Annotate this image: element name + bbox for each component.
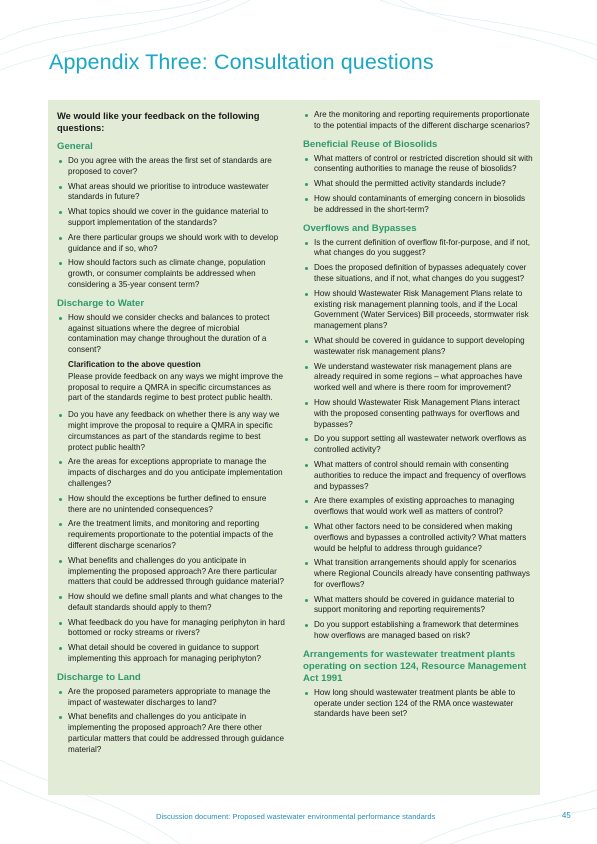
question-item: What benefits and challenges do you anticipate in implementing the proposed approach? Are there particular matters that could be addressed through guidance material? <box>57 556 287 588</box>
question-item: Do you agree with the areas the first set of standards are proposed to cover? <box>57 156 287 178</box>
question-item: Are the monitoring and reporting requirements proportionate to the potential impacts of the different discharge scenarios? <box>303 110 533 132</box>
question-item: What detail should be covered in guidance to support implementing this approach for managing periphyton? <box>57 643 287 665</box>
page-number: 45 <box>562 811 571 820</box>
question-item: Does the proposed definition of bypasses adequately cover these situations, and if not, what changes do you suggest? <box>303 263 533 285</box>
discharge-land-question-list <box>57 687 287 756</box>
section-heading-biosolids: Beneficial Reuse of Biosolids <box>303 138 438 150</box>
question-item: What should the permitted activity standards include? <box>303 179 533 190</box>
clarification-text: Please provide feedback on any ways we might improve the proposal to require a QMRA in specific circumstances as part of the standards regime to best protect public health. <box>68 371 284 403</box>
question-item: Are the treatment limits, and monitoring and reporting requirements proportionate to the potential impacts of the different discharge scenarios? <box>57 519 287 551</box>
question-item: What benefits and challenges do you anticipate in implementing the proposed approach? Are there other particular matters that could be addressed through guidance material? <box>57 712 287 755</box>
biosolids-question-list <box>303 154 533 216</box>
footer-document-title: Discussion document: Proposed wastewater environmental performance standards <box>156 812 436 821</box>
section-heading-general: General <box>57 141 93 152</box>
question-item: Do you support setting all wastewater network overflows as controlled activity? <box>303 434 533 456</box>
intro-text: We would like your feedback on the following questions: <box>57 110 260 133</box>
discharge-water-question-list <box>57 313 287 356</box>
question-item: How should contaminants of emerging concern in biosolids be addressed in the short-term? <box>303 194 533 216</box>
question-item: How should the exceptions be further defined to ensure there are no unintended consequences? <box>57 494 287 516</box>
monitoring-question-list <box>303 110 533 132</box>
question-item: Are the proposed parameters appropriate to manage the impact of wastewater discharges to land? <box>57 687 287 709</box>
question-item: Is the current definition of overflow fit-for-purpose, and if not, what changes do you suggest? <box>303 238 533 260</box>
question-item: How should Wastewater Risk Management Plans interact with the proposed consenting pathways for overflows and bypasses? <box>303 398 533 430</box>
question-item: How long should wastewater treatment plants be able to operate under section 124 of the RMA once wastewater standards have been set? <box>303 688 533 720</box>
question-item: What should be covered in guidance to support developing wastewater risk management plans? <box>303 336 533 358</box>
arrangements-question-list <box>303 688 533 720</box>
question-item: What matters of control or restricted discretion should sit with consenting authorities to manage the reuse of biosolids? <box>303 154 533 176</box>
question-item: Are there examples of existing approaches to managing overflows that would work well as matters of control? <box>303 496 533 518</box>
question-item: How should Wastewater Risk Management Plans relate to existing risk management planning tools, and if the Local Government (Water Services) Bill proceeds, stormwater risk management plans? <box>303 289 533 332</box>
left-column <box>57 110 287 760</box>
question-item: What feedback do you have for managing periphyton in hard bottomed or rocky streams or rivers? <box>57 618 287 640</box>
overflows-question-list <box>303 238 533 642</box>
question-item: We understand wastewater risk management plans are already required in some regions – what approaches have worked well and where is there room for improvement? <box>303 362 533 394</box>
question-item: What other factors need to be considered when making overflows and bypasses a controlled activity? What matters would be helpful to address through guidance? <box>303 522 533 554</box>
question-item: Are the areas for exceptions appropriate to manage the impacts of discharges and do you anticipate implementation challenges? <box>57 457 287 489</box>
right-column <box>303 110 533 724</box>
question-item: What matters should be covered in guidance material to support monitoring and reporting requirements? <box>303 595 533 617</box>
clarification-heading: Clarification to the above question <box>68 359 201 369</box>
section-heading-section-124-arrangements: Arrangements for wastewater treatment plants operating on section 124, Resource Management Act 1991 <box>303 648 527 684</box>
question-item: How should we define small plants and what changes to the default standards should apply to them? <box>57 592 287 614</box>
section-heading-discharge-to-water: Discharge to Water <box>57 297 145 309</box>
page-title: Appendix Three: Consultation questions <box>49 50 434 74</box>
question-item: Are there particular groups we should work with to develop guidance and if so, who? <box>57 233 287 255</box>
question-item: Do you have any feedback on whether there is any way we might improve the proposal to require a QMRA in specific circumstances as part of the standards regime to best protect public health? <box>57 410 287 453</box>
consultation-questions-panel <box>48 100 540 795</box>
question-item: How should factors such as climate change, population growth, or consumer complaints be addressed when considering a 35-year consent term? <box>57 258 287 290</box>
clarification-block <box>57 360 287 404</box>
question-item: How should we consider checks and balances to protect against situations where the degree of microbial contamination may change throughout the duration of a consent? <box>57 313 287 356</box>
question-item: Do you support establishing a framework that determines how overflows are managed based on risk? <box>303 620 533 642</box>
question-item: What transition arrangements should apply for scenarios where Regional Councils already have consenting pathways for overflows? <box>303 558 533 590</box>
question-item: What topics should we cover in the guidance material to support implementation of the standards? <box>57 207 287 229</box>
question-item: What matters of control should remain with consenting authorities to reduce the impact and frequency of overflows and bypasses? <box>303 460 533 492</box>
section-heading-discharge-to-land: Discharge to Land <box>57 671 141 683</box>
general-question-list <box>57 156 287 291</box>
section-heading-overflows-and-bypasses: Overflows and Bypasses <box>303 222 417 234</box>
question-item: What areas should we prioritise to introduce wastewater standards in future? <box>57 182 287 204</box>
discharge-water-question-list-continued <box>57 410 287 665</box>
